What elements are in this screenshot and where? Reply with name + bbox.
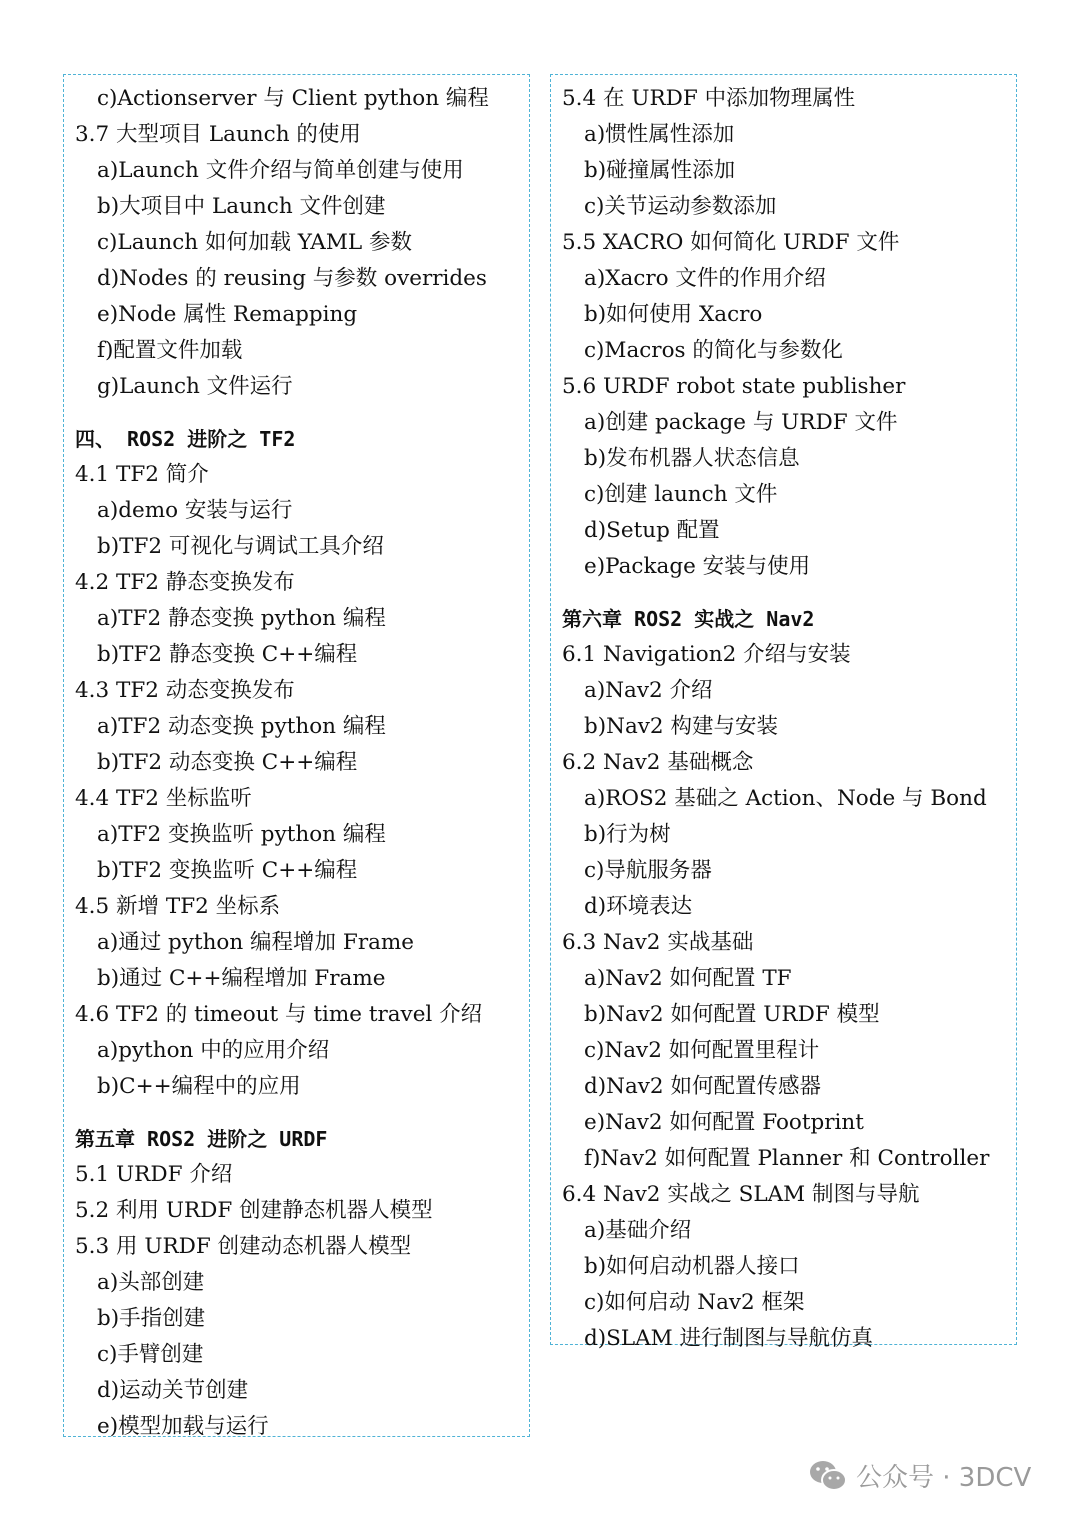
subsection-item: b)Nav2 如何配置 URDF 模型 bbox=[584, 1002, 880, 1027]
subsection-item: b)碰撞属性添加 bbox=[584, 158, 736, 183]
section-title: 4.5 新增 TF2 坐标系 bbox=[75, 894, 281, 919]
subsection-item: b)Nav2 构建与安装 bbox=[584, 714, 778, 739]
section-title: 4.3 TF2 动态变换发布 bbox=[75, 678, 295, 703]
subsection-item: c)创建 launch 文件 bbox=[584, 482, 778, 507]
subsection-item: b)如何使用 Xacro bbox=[584, 302, 763, 327]
section-title: 5.2 利用 URDF 创建静态机器人模型 bbox=[75, 1198, 433, 1223]
chapter-heading: 第六章 ROS2 实战之 Nav2 bbox=[562, 607, 815, 631]
subsection-item: c)Launch 如何加载 YAML 参数 bbox=[97, 230, 412, 255]
section-title: 6.2 Nav2 基础概念 bbox=[562, 750, 754, 775]
subsection-item: b)如何启动机器人接口 bbox=[584, 1254, 800, 1279]
section-title: 4.1 TF2 简介 bbox=[75, 462, 209, 487]
section-title: 4.6 TF2 的 timeout 与 time travel 介绍 bbox=[75, 1002, 483, 1027]
subsection-item: d)运动关节创建 bbox=[97, 1378, 249, 1403]
subsection-item: a)Nav2 如何配置 TF bbox=[584, 966, 792, 991]
subsection-item: d)Setup 配置 bbox=[584, 518, 720, 543]
subsection-item: d)Nav2 如何配置传感器 bbox=[584, 1074, 821, 1099]
subsection-item: b)发布机器人状态信息 bbox=[584, 446, 800, 471]
wechat-icon bbox=[808, 1459, 848, 1493]
subsection-item: c)Actionserver 与 Client python 编程 bbox=[97, 86, 489, 111]
subsection-item: a)TF2 静态变换 python 编程 bbox=[97, 606, 386, 631]
watermark-text: 公众号 · 3DCV bbox=[856, 1463, 1032, 1493]
subsection-item: c)关节运动参数添加 bbox=[584, 194, 777, 219]
section-title: 6.1 Navigation2 介绍与安装 bbox=[562, 642, 851, 667]
subsection-item: c)导航服务器 bbox=[584, 858, 712, 883]
subsection-item: b)行为树 bbox=[584, 822, 671, 847]
chapter-heading: 第五章 ROS2 进阶之 URDF bbox=[75, 1127, 328, 1151]
subsection-item: d)SLAM 进行制图与导航仿真 bbox=[584, 1326, 874, 1351]
subsection-item: d)环境表达 bbox=[584, 894, 693, 919]
section-title: 3.7 大型项目 Launch 的使用 bbox=[75, 122, 361, 147]
subsection-item: a)Launch 文件介绍与简单创建与使用 bbox=[97, 158, 464, 183]
subsection-item: a)创建 package 与 URDF 文件 bbox=[584, 410, 898, 435]
subsection-item: b)C++编程中的应用 bbox=[97, 1074, 301, 1099]
subsection-item: a)demo 安装与运行 bbox=[97, 498, 293, 523]
subsection-item: a)基础介绍 bbox=[584, 1218, 692, 1243]
section-title: 5.1 URDF 介绍 bbox=[75, 1162, 233, 1187]
subsection-item: f)配置文件加载 bbox=[97, 338, 243, 363]
subsection-item: c)Macros 的简化与参数化 bbox=[584, 338, 843, 363]
subsection-item: b)TF2 变换监听 C++编程 bbox=[97, 858, 358, 883]
subsection-item: a)python 中的应用介绍 bbox=[97, 1038, 330, 1063]
subsection-item: g)Launch 文件运行 bbox=[97, 374, 293, 399]
subsection-item: e)模型加载与运行 bbox=[97, 1414, 269, 1439]
subsection-item: e)Package 安装与使用 bbox=[584, 554, 811, 579]
watermark bbox=[808, 1457, 1031, 1494]
chapter-heading: 四、 ROS2 进阶之 TF2 bbox=[75, 427, 296, 451]
subsection-item: b)TF2 动态变换 C++编程 bbox=[97, 750, 358, 775]
subsection-item: f)Nav2 如何配置 Planner 和 Controller bbox=[584, 1146, 990, 1171]
subsection-item: a)通过 python 编程增加 Frame bbox=[97, 930, 415, 955]
subsection-item: c)手臂创建 bbox=[97, 1342, 204, 1367]
subsection-item: a)Xacro 文件的作用介绍 bbox=[584, 266, 826, 291]
subsection-item: d)Nodes 的 reusing 与参数 overrides bbox=[97, 266, 487, 291]
toc-right-column bbox=[550, 74, 1017, 1351]
subsection-item: c)Nav2 如何配置里程计 bbox=[584, 1038, 820, 1063]
subsection-item: a)ROS2 基础之 Action、Node 与 Bond bbox=[584, 786, 987, 811]
subsection-item: a)惯性属性添加 bbox=[584, 122, 735, 147]
subsection-item: c)如何启动 Nav2 框架 bbox=[584, 1290, 805, 1315]
subsection-item: a)TF2 变换监听 python 编程 bbox=[97, 822, 386, 847]
subsection-item: a)头部创建 bbox=[97, 1270, 205, 1295]
section-title: 6.4 Nav2 实战之 SLAM 制图与导航 bbox=[562, 1182, 920, 1207]
subsection-item: a)TF2 动态变换 python 编程 bbox=[97, 714, 386, 739]
subsection-item: a)Nav2 介绍 bbox=[584, 678, 713, 703]
subsection-item: b)TF2 可视化与调试工具介绍 bbox=[97, 534, 384, 559]
section-title: 5.6 URDF robot state publisher bbox=[562, 374, 906, 399]
subsection-item: b)大项目中 Launch 文件创建 bbox=[97, 194, 386, 219]
section-title: 5.4 在 URDF 中添加物理属性 bbox=[562, 86, 856, 111]
subsection-item: b)手指创建 bbox=[97, 1306, 206, 1331]
subsection-item: e)Nav2 如何配置 Footprint bbox=[584, 1110, 864, 1135]
section-title: 5.3 用 URDF 创建动态机器人模型 bbox=[75, 1234, 412, 1259]
subsection-item: e)Node 属性 Remapping bbox=[97, 302, 358, 327]
subsection-item: b)TF2 静态变换 C++编程 bbox=[97, 642, 358, 667]
subsection-item: b)通过 C++编程增加 Frame bbox=[97, 966, 386, 991]
section-title: 5.5 XACRO 如何简化 URDF 文件 bbox=[562, 230, 900, 255]
section-title: 4.2 TF2 静态变换发布 bbox=[75, 570, 295, 595]
section-title: 6.3 Nav2 实战基础 bbox=[562, 930, 754, 955]
section-title: 4.4 TF2 坐标监听 bbox=[75, 786, 252, 811]
toc-left-column bbox=[63, 74, 530, 1437]
